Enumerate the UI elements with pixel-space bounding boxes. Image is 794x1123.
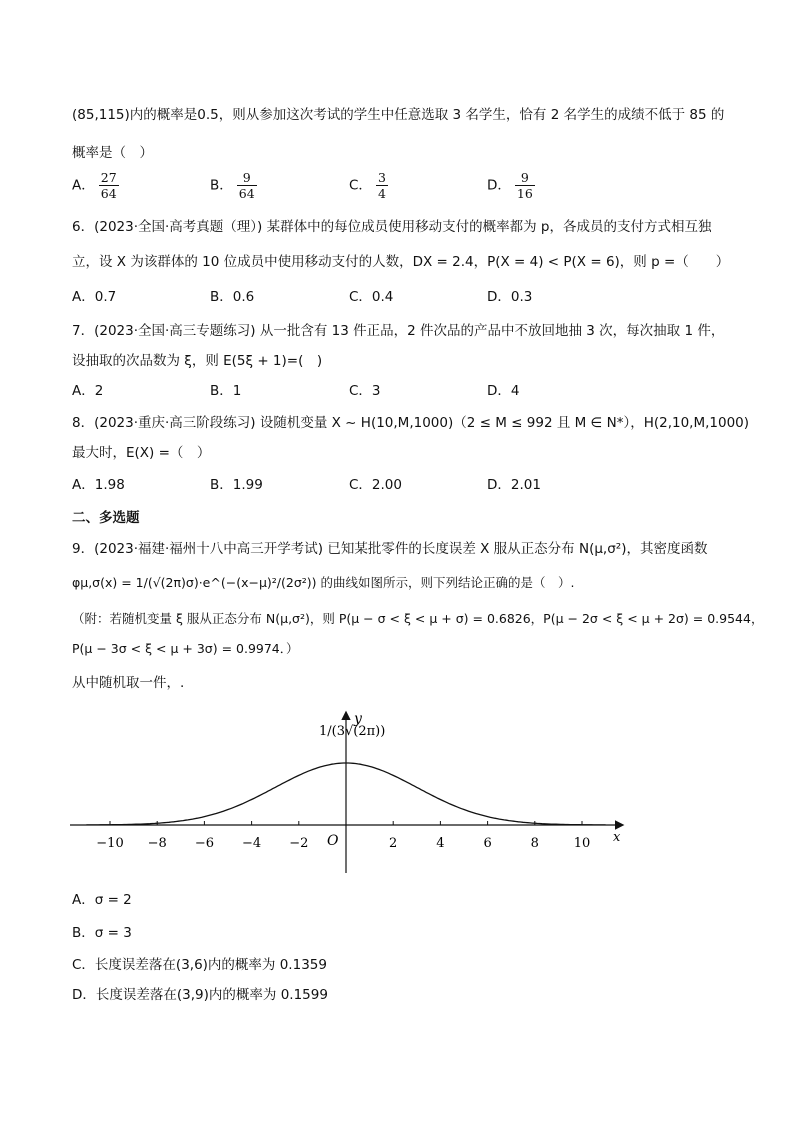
q5-option-c[interactable] xyxy=(349,170,388,201)
x-tick-label: 10 xyxy=(573,836,591,851)
q9-text-line1: 9．(2023·福建·福州十八中高三开学考试) 已知某批零件的长度误差 X 服从正态分布 N(μ,σ²)，其密度函数 xyxy=(72,541,708,557)
q8-text-line1: 8．(2023·重庆·高三阶段练习) 设随机变量 X ~ H(10,M,1000)（2 ≤ M ≤ 992 且 M ∈ N*），H(2,10,M,1000) xyxy=(72,415,750,431)
y-axis-label: y xyxy=(354,711,362,727)
q9-text-line4: P(μ − 3σ < ξ < μ + 3σ) = 0.9974．） xyxy=(72,641,299,656)
option-label: C． xyxy=(349,177,372,194)
q5-text-line1: (85,115)内的概率是0.5，则从参加这次考试的学生中任意选取 3 名学生，恰有 2 名学生的成绩不低于 85 的 xyxy=(72,107,725,123)
q5-option-b[interactable] xyxy=(210,170,257,201)
q7-option-d[interactable]: D．4 xyxy=(487,383,520,399)
origin-label: O xyxy=(327,833,339,849)
q7-text-line2: 设抽取的次品数为 ξ，则 E(5ξ + 1)=( ) xyxy=(72,353,323,369)
q8-option-c[interactable]: C．2.00 xyxy=(349,477,402,493)
x-tick-label: 4 xyxy=(436,836,445,851)
section-title: 二、多选题 xyxy=(72,510,140,526)
q8-option-d[interactable]: D．2.01 xyxy=(487,477,541,493)
normal-curve-graph xyxy=(70,705,630,880)
q9-option-d[interactable]: D．长度误差落在(3,9)内的概率为 0.1599 xyxy=(72,987,328,1003)
q6-text-line1: 6．(2023·全国·高考真题（理）) 某群体中的每位成员使用移动支付的概率都为 p，各成员的支付方式相互独 xyxy=(72,219,712,235)
x-tick-label: −8 xyxy=(147,836,167,851)
x-tick-label: 6 xyxy=(483,836,492,851)
fraction: $\frac{27}{64}$ xyxy=(100,170,117,201)
x-tick-label: −10 xyxy=(96,836,124,851)
fraction: $\frac{3}{4}$ xyxy=(377,170,386,201)
q8-option-a[interactable]: A．1.98 xyxy=(72,477,125,493)
q6-option-c[interactable]: C．0.4 xyxy=(349,289,394,305)
peak-label: 1/(3√(2π)) xyxy=(319,724,386,739)
x-tick-label: −4 xyxy=(242,836,262,851)
q8-option-b[interactable]: B．1.99 xyxy=(210,477,263,493)
option-label: B． xyxy=(210,177,233,194)
q6-option-b[interactable]: B．0.6 xyxy=(210,289,255,305)
q9-option-c[interactable]: C．长度误差落在(3,6)内的概率为 0.1359 xyxy=(72,957,327,973)
x-tick-label: 2 xyxy=(389,836,398,851)
q6-option-d[interactable]: D．0.3 xyxy=(487,289,533,305)
q9-text-line5: 从中随机取一件，. xyxy=(72,675,185,691)
option-label: D． xyxy=(487,177,511,194)
q5-option-d[interactable] xyxy=(487,170,535,201)
q6-text-line2: 立，设 X 为该群体的 10 位成员中使用移动支付的人数，DX = 2.4，P(X = 4) < P(X = 6)，则 p =（ ） xyxy=(72,254,730,270)
x-tick-label: 8 xyxy=(530,836,539,851)
q5-text-line2: 概率是（ ） xyxy=(72,145,153,161)
q9-option-a[interactable]: A．σ = 2 xyxy=(72,892,132,908)
option-label: A． xyxy=(72,177,95,194)
q7-option-a[interactable]: A．2 xyxy=(72,383,104,399)
x-axis-label: x xyxy=(613,830,621,845)
q7-text-line1: 7．(2023·全国·高三专题练习) 从一批含有 13 件正品，2 件次品的产品中不放回地抽 3 次，每次抽取 1 件， xyxy=(72,323,725,339)
q9-option-b[interactable]: B．σ = 3 xyxy=(72,925,132,941)
x-tick-label: −2 xyxy=(289,836,309,851)
x-tick-label: −6 xyxy=(194,836,214,851)
q6-option-a[interactable]: A．0.7 xyxy=(72,289,117,305)
fraction: $\frac{9}{16}$ xyxy=(516,170,533,201)
q9-text-line3: （附：若随机变量 ξ 服从正态分布 N(μ,σ²)，则 P(μ − σ < ξ < μ + σ) = 0.6826，P(μ − 2σ < ξ < μ + 2σ) = 0.9544， xyxy=(72,611,764,626)
q7-option-b[interactable]: B．1 xyxy=(210,383,242,399)
q5-option-a[interactable] xyxy=(72,170,119,201)
fraction: $\frac{9}{64}$ xyxy=(238,170,255,201)
q8-text-line2: 最大时，E(X) =（ ） xyxy=(72,445,211,461)
q9-text-line2: φμ,σ(x) = 1/(√(2π)σ)·e^(−(x−μ)²/(2σ²)) 的曲线如图所示，则下列结论正确的是（ ）. xyxy=(72,575,575,590)
q7-option-c[interactable]: C．3 xyxy=(349,383,381,399)
